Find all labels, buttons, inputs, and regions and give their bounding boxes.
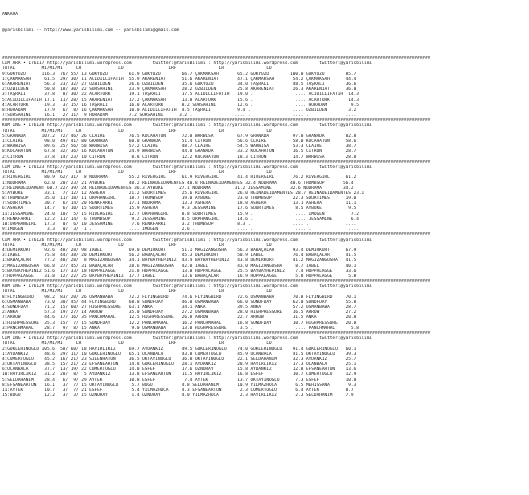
spacer (2, 44, 529, 46)
race-header: KUM ING • 176129 http://yarisbilimi.wordpress.com twitter:@YarisBilimi : http://yarisbilimi.wordpress.com twitter:@yarisbilimi (2, 284, 373, 290)
horse-row: 3:WARWISA 89.6 25/ 56/ 58 WARWISA 57.2 CLAIRE 48.7 CLAIRE 54.5 WARWISA 53.3 CLAIRE 38.7 (2, 144, 357, 150)
horse-row: 4:CÖMERTOĞLU 45.2 16/ 21/ 23 SILENHATUN 36.5 OKTAYINOĞLU 36.8 OKTAYINOĞLU 22.1 SELDAHANIM 32.3 AYDANKIZ 25.7 (2, 356, 357, 362)
race-header: CIM ARA • 176126 http://yarisbilimi.wordpress.com twitter:@YarisBilimi : http://yarisbilimi.wordpress.com twitter:@yarisbilimi (2, 237, 373, 243)
horse-row: 4:RENKFARKI 12.2 11/ 14/ 6 THUMBSUP 9.2 JESSAMINE 8.5 ORPHANGIRL 14.6 . .... JESSAMINE 6.4 (2, 216, 359, 222)
horse-row: 8:FLYINGBIRD 98.2 83/ 20/ 26 OSMANBABA 72.2 FLYINGBIRD 74.6 FLYINGBIRD 72.6 OSMANBABA 70.8 FLYINGBIRD 70.1 (2, 294, 357, 300)
document-title: ANKARA (2, 12, 18, 18)
horse-row: 11:JESSAMINE 24.0 10/ 5/ 15 RIVERGIRL 12.7 ORPHANGIRL 8.8 SOURTIMES 15.9 . .... İMOGEN 7.2 (2, 211, 359, 217)
race-section (2, 279, 529, 331)
horse-row: 2:ÖZBİLDEN 50.8 18/ 30/ 22 SURSAHİNİ 23.9 ÇAKMAKSAH 28.2 ÖZBİLDEN 25.8 AKARENİAT 26.3 AKARENİAT 36.0 (2, 87, 357, 93)
horse-row: 3:RIVERGIRL 80.9 62/ 31/ 8 NODRAMA 55.2 RIVERGIRL 61.9 RIVERGIRL 41.4 RIVERGIRL 76.2 RIVERGIRL 61.2 (2, 175, 357, 181)
horse-row: 8:KOCAHATUN 67.8 32/ 36/ 16 KOCAHATUN 24.9 WARWISA 44.8 GRANADA 33.2 KOCAHATUN 16.5 CITRON 28.7 (2, 149, 357, 155)
horse-row: 1:BABAÇALAR 77.2 48/ 28/ 8 MAGİZANGOSHA 34.1 BAYBAYHEPİNİZ 43.4 BAYBAYHEPİNİZ 43.8 DEMİRKURT 41.2 MAGİZANGOSHA 41.5 (2, 258, 357, 264)
horse-row: 3:PANCHMAHAL 28.7 9/ 8/ 15 ANKA 9.0 OSMANBABA 13.0 HIGHPRESSURE 3.5 . .... PANCHMAHAL 5.8 (2, 325, 359, 331)
race-section (2, 56, 529, 118)
column-headers: TOTAL MI/MI/MI LR LD LRF LR LD (2, 289, 272, 295)
horse-row: 6:OSMANBABA 73.0 30/ 45/ 44 FLYINGBIRD 68.0 SUNDFDAY 46.0 OSMANBABA 66.0 SUNDFDAY 62.0 SUNDFDAY 55.8 (2, 299, 357, 305)
horse-row: 6:UCANBALA 37.7 13/ 19/ 22 CÖMERTOĞLU 14.0 ESFEF 17.6 ÖZNURAY 15.8 AYDANKIZ 12.8 EFSANEARTUN 13.6 (2, 367, 357, 373)
horse-row: 2:CITRON 37.8 14/ 23/ 10 CITRON 8.8 CITRON 12.2 KOCAHATUN 18.3 CITRON 14.7 WARWISA 28.8 (2, 154, 357, 160)
horse-row: 2:MAGİZANGOSHA 66.8 27/ 45/ 31 BABAÇALAR 28.6 MAGİZANGOSHA 42.0 İABEL 43.0 MAGİZANGOSHA 8.7 İABEL 40.1 (2, 263, 357, 269)
section-rule: ################################################################################################################################################################## (2, 159, 431, 165)
section-rule: ################################################################################################################################################################## (2, 56, 431, 61)
race-header: KUM ING • 176120 http://yarisbilimi.wordpress.com twitter:@YarisBilimi : http://yarisbilimi.wordpress.com twitter:@yarisbilimi (2, 123, 373, 129)
horse-row: 4:ACARTÜRK 19.3 3/ 15/ 16 TAŞRALI 16.0 ACARTÜRK 8.2 SURSAHİNİ 12.6 . .... HORADAM 9.5 (2, 102, 359, 108)
horse-row: 10:HAYIRLIKIZ 31.2 20/ 8/ 5 AYDANKIZ 13.8 EFSANEARTUN 11.5 HAYIRLIKIZ 16.8 ESFEF 10.7 CÖMERTOĞLU 12.9 (2, 372, 357, 378)
column-headers: TOTAL MI/MI/MI LR LD LRF LR LD (2, 128, 272, 134)
horse-row: 9:İMOGEN 3.3 0/ 3/ 1 . .... İMOGEN 2.6 . .... . .... . .... (2, 227, 359, 233)
horse-row: 1:NODRAMA 62.0 20/ 23/ 21 AYBÜKE 40.2 REINADEIDAMENTES 40.8 REINADEIDAMENTES 32.4 NODRAMA 40.6 THUMBSUP 56.4 (2, 180, 354, 186)
horse-row: 1:CLAIRE 98.0 49/ 41/ 80 GRANADA 60.0 GRANADA 51.4 CITRON 56.6 CLAIRE 58.0 KOCAHATUN 58.6 (2, 139, 357, 144)
horse-row: 5:SELDAHANIM 28.4 6/ 9/ 29 AYTEK 10.8 ESFEF 7.4 AYTEK 13.7 OKTAYINOĞLU 7.3 ESFEF 10.8 (2, 377, 357, 383)
horse-row: 5:GRANADA 107.2 72/ 46/ 26 CLAIRE 76.5 KOCAHATUN 72.0 WARWISA 67.9 GRANADA 97.0 GRANADA 82.8 (2, 133, 357, 139)
race-section (2, 160, 529, 233)
race-header: CIM ARA • 176117 http://yarisbilimi.wordpress.com twitter:@YarisBilimi : http://yarisbilimi.wordpress.com twitter:@yarisbilimi (2, 61, 373, 67)
horse-row: 9:GÖKYÜZÜ 116.3 76/ 55/ 13 GÖKYÜZÜ 61.9 GÖKYÜZÜ 66.7 ÇAKMAKSAH 65.2 GÖKYÜZÜ 100.0 GÖKYÜZÜ 85.7 (2, 71, 357, 77)
horse-row: 1:ÇAKMAKSAH 61.5 29/ 30/ 11 ACIDILLIFATIH 55.9 AKARENİAT 51.6 AKARENİAT 47.1 ÇAKMAKSAH 54.2 ÇAKMAKSAH 44.4 (2, 76, 357, 82)
horse-row: 2:ANKA 57.3 19/ 27/ 14 ARROW 35.0 SUNDFDAY 27.2 OSMANBABA 28.0 HIGHPRESSURE 16.5 ARROW 27.2 (2, 310, 357, 316)
horse-row: 11:AYTEK 10.7 3/ 7/ 21 ESFEF 5.4 YILMAZHOCA 4.3 EFSANEARTUN 2.3 CÖMERTOĞLU 6.4 AYTEK 8.7 (2, 388, 354, 393)
race-sections (2, 56, 529, 398)
horse-row: 8:THUMBSUP 35.0 11/ 18/ 11 ORPHANGIRL 18.7 THUMBSUP 19.0 AYBÜKE 23.0 THUMBSUP 22.3 SOURTIMES 19.0 (2, 196, 357, 202)
section-rule: ################################################################################################################################################################## (2, 279, 431, 285)
document-byline: @yarisbilimi -- http://www.yarisbilimi.com -- yarisbilimi@gmail.com (2, 28, 180, 33)
race-header: CIM ING • 176123 http://yarisbilimi.wordpress.com twitter:@YarisBilimi : http://yarisbilimi.wordpress.com twitter:@yarisbilimi (2, 164, 373, 170)
section-rule: ################################################################################################################################################################## (2, 118, 431, 124)
horse-row: 5:BAYBAYHEPİNİZ 51.6 17/ 33/ 18 HOPPALAGGE 21.8 HOPPALAGGE 13.0 HOPPALAGGE 25.5 BAYBAYHEPİNİZ 7.4 HOPPALAGGE 33.6 (2, 268, 357, 274)
horse-row: 2:GÖKLERİNOĞLU 105.6 58/ 60/ 18 HAYIRLIKIZ 69.7 AYDANKIZ 49.5 GÖKLERİNOĞLU 74.0 GÖKLERİNOĞLU 91.4 GÖKLERİNOĞLU 60.1 (2, 346, 357, 352)
horse-row: 1:AYDANKIZ 48.6 29/ 11/ 10 GÖKLERİNOĞLU 65.1 UCANBALA 43.8 CÖMERTOĞLU 45.9 UCANBALA 41.5 OKTAYINOĞLU 39.3 (2, 351, 357, 357)
horse-row: 5:AYBÜKE 33.1 7/ 12/ 12 ASHERA 21.2 SOURTIMES 25.6 RIVERGIRL 26.0 REINADEIDAMENTES 28.7 REINADEIDAMENTES 23.1 (2, 190, 365, 196)
column-headers: TOTAL MI/MI/MI LR LD LRF LR LD (2, 341, 272, 347)
horse-row: 1:HIGHPRESSURE 35.3 15/ 7/ 15 SUNDFDAY 12.2 PANCHMAHAL 16.2 PANCHMAHAL 16.8 SUNDFDAY 10.7 HIGHPRESSURE 20.8 (2, 320, 357, 326)
column-headers: TOTAL MI/MI/MI LR LD LRF LR LD (2, 170, 272, 176)
horse-row: 4:SUNDFDAY 71.2 15/ 60/ 27 HIGHPRESSURE 63.1 ANKA 34.1 ANKA 39.5 ANKA 57.2 OSMANBABA 28.7 (2, 305, 357, 310)
horse-row: 2:REINADEIDAMENT 60.7 22/ 39/ 24 REINADEIDAMENTES 36.3 AYBÜKE 27.1 NODRAMA 31.2 JESSAMINE 32.6 NODRAMA 34.2 (2, 185, 354, 191)
race-header: CIM ING • 176132 http://yarisbilimi.wordpress.com twitter:@YarisBilimi : http://yarisbilimi.wordpress.com twitter:@yarisbilimi (2, 336, 373, 342)
section-rule: ################################################################################################################################################################## (2, 232, 431, 238)
horse-row: 7:SURSAHİNİ 16.1 2/ 11/ 9 HORADAM 7.2 SURSAHİNİ 3.2 . .... . .... . .... (2, 113, 357, 119)
race-section (2, 232, 529, 279)
race-section (2, 118, 529, 160)
horse-row: 8:HORADAM 17.9 6/ 8/ 16 ÇAKMAKSAH 10.0 ACIDILLIFATIH 4.5 TAŞRALI 9.4 . .... ÖZBİLDEN 3.2 (2, 107, 357, 113)
horse-row: 8:EFSANEARTUN 16.1 3/ 7/ 15 OKTAYINOĞLU 5.7 BUĞU 4.8 SELDAHANIM 10.9 YILMAZHOCA 6.5 MEHİSSANA 9.3 (2, 382, 357, 388)
horse-row: 10:ORPHANGIRL 17.3 0/ 6/ 10 JESSAMINE 7.6 RENKFARKI 3.2 THUMBSUP 8.3 . .... . .... (2, 222, 357, 227)
horse-row: 7:ARROW 44.6 17/ 16/ 35 PANCHMAHAL 12.5 HIGHPRESSURE 26.8 ARROW 22.7 ARROW 11.5 ANKA 20.8 (2, 315, 357, 321)
horse-row: 15:BUĞU 12.2 3/ 3/ 15 ÖZNURAY 1.4 ÖZNURAY 4.0 YILMAZHOCA 2.3 HAYIRLIKIZ 2.3 SELDAHANIM 7.9 (2, 393, 354, 399)
horse-row: 6:ASHERA 14.7 6/ 10/ 15 SOURTIMES 15.9 ASHERA 9.3 JESSAMINE 17.6 SOURTIMES 8.5 AYBÜKE 9.5 (2, 206, 357, 212)
horse-row: 3:OKTAYINOĞLU 38.5 15/ 21/ 23 EFSANEARTUN 14.8 GÖKLERİNOĞLU 28.1 AYDANKIZ 20.9 HAYIRLIKIZ 17.3 UCANBALA 25.1 (2, 362, 357, 368)
horse-row: 5:ACIDILLIFATIH 17.1 11/ 20/ 15 AKARENİAT 17.2 ÇAKMAKSAH 13.8 ACARTÜRK 15.6 . .... ACARTÜRK 14.3 (2, 97, 359, 103)
horse-row: 4:DEMİRKURT 92.6 48/ 28/ 98 İABEL 69.0 DEMİRKURT 51.1 MAGİZANGOSHA 56.3 BABAÇALAR 93.4 DEMİRKURT 67.9 (2, 247, 357, 253)
race-section (2, 331, 529, 398)
column-headers: TOTAL MI/MI/MI LR LD LRF LR LD (2, 66, 272, 72)
horse-row: 7:SOURTIMES 30.7 6/ 14/ 20 RENKFARKI 17.1 NODRAMA 13.3 ASHERA 18.8 ASHERA 13.1 ASHERA 11.1 (2, 201, 357, 207)
horse-row: 3:İABEL 75.8 44/ 38/ 20 DEMİRKURT 56.2 BABAÇALAR 45.3 DEMİRKURT 50.9 İABEL 76.4 BABAÇALAR 41.5 (2, 253, 357, 259)
section-rule: ################################################################################################################################################################## (2, 330, 431, 336)
horse-row: 6:AKARENİAT 56.3 23/ 32/ 27 ÖZBİLDEN 26.6 ÖZBİLDEN 35.6 GÖKYÜZÜ 34.0 TAŞRALI 48.5 TAŞRALI 36.6 (2, 81, 357, 87)
column-headers: TOTAL MI/MI/MI LR LD LRF LR LD (2, 242, 272, 248)
horse-row: 3:TAŞRALI 37.8 8/ 30/ 22 ACARTÜRK 19.1 TAŞRALI 17.5 ACIDILLIFATIH 19.0 . .... ACIDILLIFATIH 14.3 (2, 92, 359, 98)
horse-row: 7:HOPPALAGGE 31.8 12/ 22/ 25 BAYBAYHEPİNİZ 17.7 İABEL 13.6 BABAÇALAR 16.9 HOPPALAGGE 5.8 HOPPALAGGE 5.8 (2, 273, 357, 279)
